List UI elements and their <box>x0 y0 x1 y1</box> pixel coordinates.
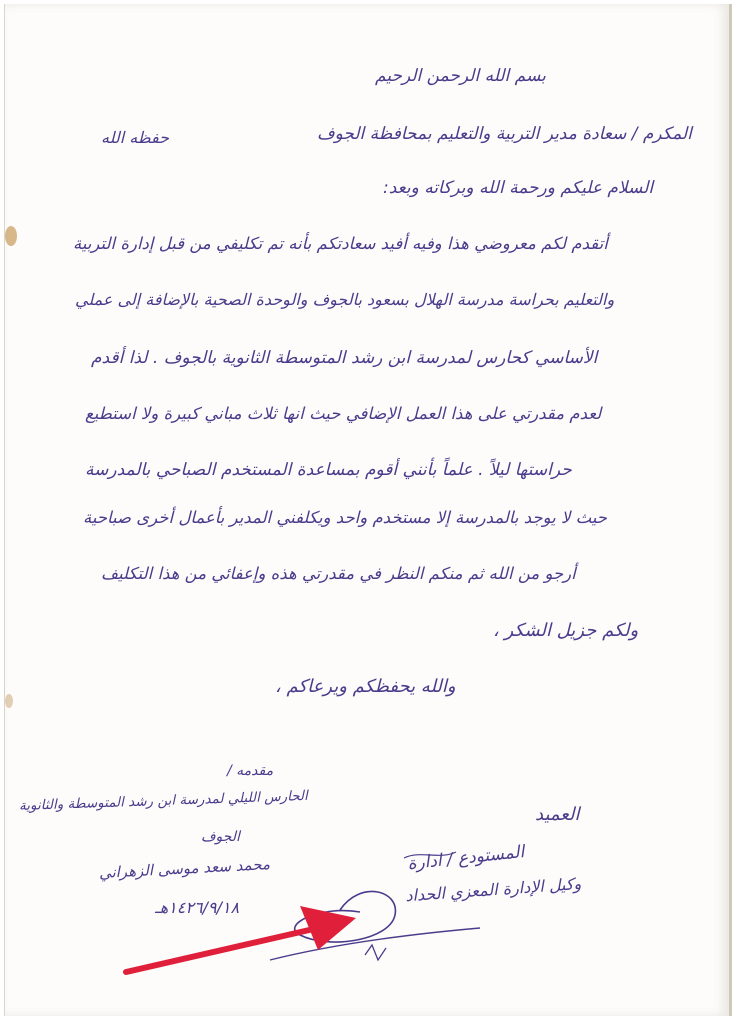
sender-role: الحارس الليلي لمدرسة ابن رشد المتوسطة والثانوية <box>18 787 309 814</box>
body-line: حراستها ليلاً . علماً بأنني أقوم بمساعدة المستخدم الصباحي بالمدرسة <box>85 460 572 480</box>
body-line: أتقدم لكم معروضي هذا وفيه أفيد سعادتكم بأنه تم تكليفي من قبل إدارة التربية <box>73 234 608 253</box>
letter-paper <box>4 4 732 1016</box>
endorsement-title: العميد <box>535 804 580 825</box>
sender-place: الجوف <box>201 829 240 845</box>
endorsement-line2: وكيل الإدارة المعزي الحداد <box>404 874 582 906</box>
paper-stain <box>5 226 17 246</box>
closing-line: والله يحفظكم ويرعاكم ، <box>275 676 456 697</box>
endorsement-line1: المستودع / ادارة <box>406 842 526 875</box>
basmala: بسم الله الرحمن الرحيم <box>375 66 546 86</box>
body-line: لعدم مقدرتي على هذا العمل الإضافي حيث انها ثلاث مباني كبيرة ولا استطيع <box>85 404 602 423</box>
sender-id-number: ١٤٢٦/٩/١٨هـ <box>155 898 240 917</box>
paper-stain <box>5 694 13 708</box>
sender-label: مقدمه / <box>227 763 274 779</box>
greeting: السلام عليكم ورحمة الله وبركاته وبعد: <box>383 178 654 198</box>
body-line: والتعليم بحراسة مدرسة الهلال بسعود بالجوف والوحدة الصحية بالإضافة إلى عملي <box>75 290 615 309</box>
body-line: أرجو من الله ثم منكم النظر في مقدرتي هذه وإعفائي من هذا التكليف <box>101 564 576 583</box>
thanks-line: ولكم جزيل الشكر ، <box>493 620 639 641</box>
addressee-suffix: حفظه الله <box>101 128 169 147</box>
body-line: حيث لا يوجد بالمدرسة إلا مستخدم واحد ويكلفني المدير بأعمال أخرى صباحية <box>83 508 608 527</box>
sender-name: محمد سعد موسى الزهراني <box>98 855 271 882</box>
body-line: الأساسي كحارس لمدرسة ابن رشد المتوسطة الثانوية بالجوف . لذا أقدم <box>91 348 598 368</box>
addressee: المكرم / سعادة مدير التربية والتعليم بمحافظة الجوف <box>317 124 692 144</box>
